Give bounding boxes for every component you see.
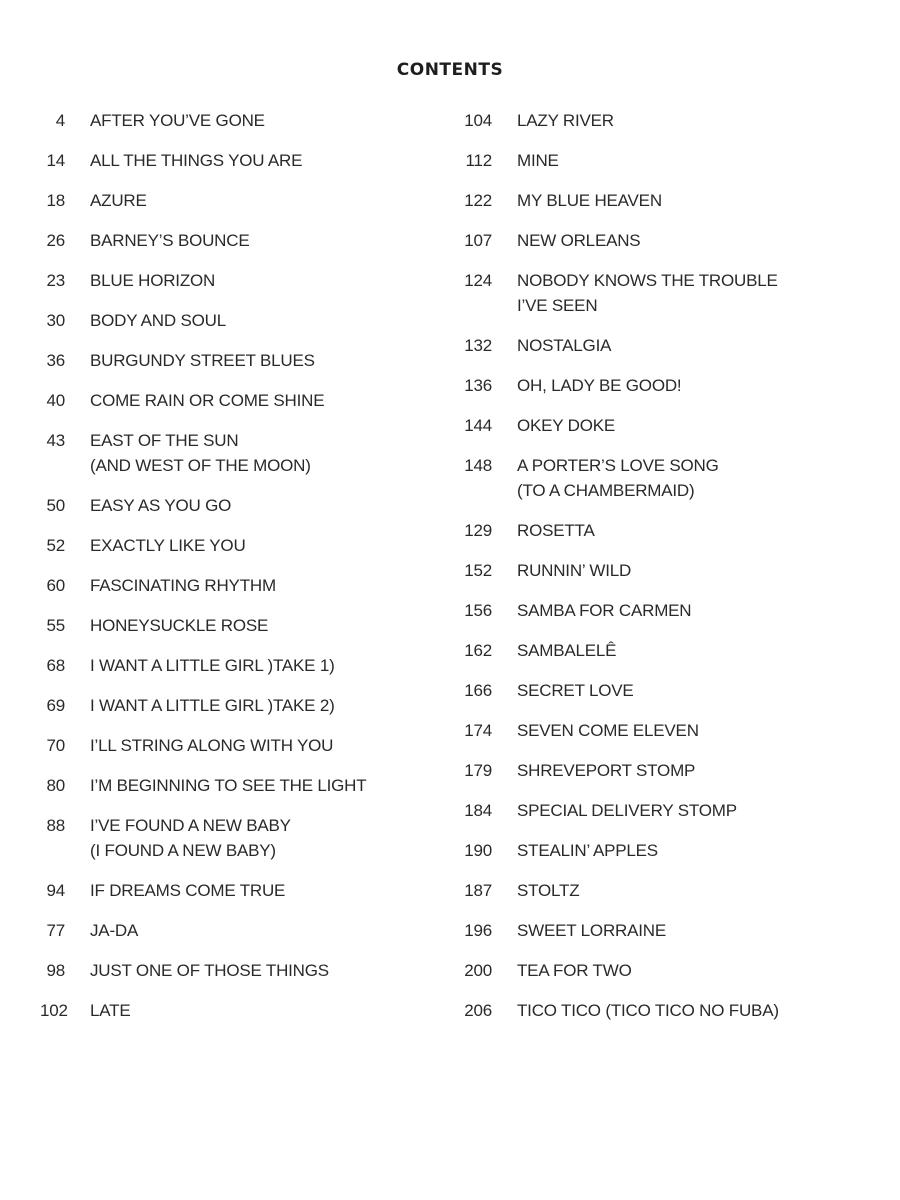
entry-page-number: 124 <box>464 271 492 290</box>
entry-page-number: 122 <box>464 191 492 210</box>
contents-entry <box>462 453 882 503</box>
entry-page-number: 94 <box>46 881 65 900</box>
entry-page-number: 200 <box>464 961 492 980</box>
entry-song-title: SWEET LORRAINE <box>517 921 666 940</box>
entry-page-number: 156 <box>464 601 492 620</box>
entry-song-title: STOLTZ <box>517 881 580 900</box>
contents-entry <box>40 573 440 598</box>
entry-song-title: I WANT A LITTLE GIRL )TAKE 1) <box>90 656 335 675</box>
contents-entry <box>40 348 440 373</box>
contents-entry <box>462 188 882 213</box>
contents-entry <box>462 918 882 943</box>
entry-page-number: 69 <box>46 696 65 715</box>
entry-song-title: NOBODY KNOWS THE TROUBLE I’VE SEEN <box>517 271 778 315</box>
entry-song-title: NEW ORLEANS <box>517 231 641 250</box>
entry-song-title: BLUE HORIZON <box>90 271 216 290</box>
entry-song-title: SHREVEPORT STOMP <box>517 761 696 780</box>
entry-song-title: SAMBALELÊ <box>517 641 617 660</box>
entry-song-title: COME RAIN OR COME SHINE <box>90 391 325 410</box>
entry-song-title: BURGUNDY STREET BLUES <box>90 351 315 370</box>
entry-page-number: 70 <box>46 736 65 755</box>
contents-entry <box>40 653 440 678</box>
contents-entry <box>40 493 440 518</box>
entry-page-number: 102 <box>40 1001 68 1020</box>
entry-song-title: ROSETTA <box>517 521 595 540</box>
entry-song-title: OKEY DOKE <box>517 416 616 435</box>
contents-entry <box>40 388 440 413</box>
entry-page-number: 4 <box>55 111 65 130</box>
contents-entry <box>40 733 440 758</box>
entry-page-number: 43 <box>46 431 65 450</box>
contents-entry <box>40 878 440 903</box>
contents-entry <box>40 813 440 863</box>
contents-entry <box>462 878 882 903</box>
contents-entry <box>462 838 882 863</box>
contents-entry <box>462 268 882 318</box>
entry-song-title: OH, LADY BE GOOD! <box>517 376 682 395</box>
entry-page-number: 14 <box>46 151 65 170</box>
entry-page-number: 104 <box>464 111 492 130</box>
entry-song-title: AZURE <box>90 191 147 210</box>
entry-page-number: 30 <box>46 311 65 330</box>
contents-entry <box>462 998 882 1023</box>
entry-page-number: 174 <box>464 721 492 740</box>
contents-entry <box>462 958 882 983</box>
entry-page-number: 80 <box>46 776 65 795</box>
entry-page-number: 36 <box>46 351 65 370</box>
entry-page-number: 60 <box>46 576 65 595</box>
contents-entry <box>462 598 882 623</box>
contents-entry <box>462 413 882 438</box>
contents-entry <box>40 428 440 478</box>
entry-song-title: HONEYSUCKLE ROSE <box>90 616 269 635</box>
entry-page-number: 107 <box>464 231 492 250</box>
contents-entry <box>462 558 882 583</box>
entry-page-number: 187 <box>464 881 492 900</box>
entry-page-number: 52 <box>46 536 65 555</box>
contents-entry <box>40 533 440 558</box>
contents-entry <box>462 108 882 133</box>
contents-entry <box>40 693 440 718</box>
contents-left-column <box>40 108 440 1038</box>
contents-entry <box>40 188 440 213</box>
entry-song-title: STEALIN’ APPLES <box>517 841 658 860</box>
contents-entry <box>40 613 440 638</box>
entry-page-number: 129 <box>464 521 492 540</box>
entry-page-number: 162 <box>464 641 492 660</box>
contents-entry <box>40 268 440 293</box>
entry-song-title: TICO TICO (TICO TICO NO FUBA) <box>517 1001 779 1020</box>
contents-entry <box>462 758 882 783</box>
entry-song-title: TEA FOR TWO <box>517 961 632 980</box>
entry-page-number: 26 <box>46 231 65 250</box>
entry-song-title: FASCINATING RHYTHM <box>90 576 276 595</box>
entry-song-title: MY BLUE HEAVEN <box>517 191 662 210</box>
entry-song-title: EASY AS YOU GO <box>90 496 232 515</box>
entry-page-number: 55 <box>46 616 65 635</box>
entry-song-title: MINE <box>517 151 559 170</box>
entry-page-number: 196 <box>464 921 492 940</box>
entry-song-title: BARNEY’S BOUNCE <box>90 231 250 250</box>
contents-entry <box>462 718 882 743</box>
entry-page-number: 132 <box>464 336 492 355</box>
entry-page-number: 98 <box>46 961 65 980</box>
contents-entry <box>40 998 440 1023</box>
entry-song-title: LATE <box>90 1001 131 1020</box>
entry-page-number: 152 <box>464 561 492 580</box>
entry-song-title: LAZY RIVER <box>517 111 614 130</box>
contents-entry <box>40 958 440 983</box>
entry-song-title: I’VE FOUND A NEW BABY (I FOUND A NEW BABY) <box>90 816 291 860</box>
entry-song-title: JUST ONE OF THOSE THINGS <box>90 961 329 980</box>
entry-song-title: SEVEN COME ELEVEN <box>517 721 699 740</box>
contents-right-column <box>462 108 882 1038</box>
entry-page-number: 50 <box>46 496 65 515</box>
contents-entry <box>462 638 882 663</box>
contents-entry <box>462 333 882 358</box>
entry-page-number: 77 <box>46 921 65 940</box>
entry-page-number: 206 <box>464 1001 492 1020</box>
entry-song-title: RUNNIN’ WILD <box>517 561 632 580</box>
entry-page-number: 190 <box>464 841 492 860</box>
entry-page-number: 112 <box>465 151 492 170</box>
entry-song-title: NOSTALGIA <box>517 336 612 355</box>
entry-page-number: 88 <box>46 816 65 835</box>
contents-entry <box>40 228 440 253</box>
contents-entry <box>462 798 882 823</box>
entry-page-number: 136 <box>464 376 492 395</box>
entry-song-title: BODY AND SOUL <box>90 311 226 330</box>
contents-entry <box>462 373 882 398</box>
contents-entry <box>40 108 440 133</box>
entry-song-title: JA-DA <box>90 921 139 940</box>
entry-page-number: 18 <box>46 191 65 210</box>
entry-song-title: IF DREAMS COME TRUE <box>90 881 286 900</box>
contents-entry <box>462 148 882 173</box>
contents-entry <box>40 148 440 173</box>
contents-entry <box>462 678 882 703</box>
entry-page-number: 23 <box>46 271 65 290</box>
entry-song-title: ALL THE THINGS YOU ARE <box>90 151 303 170</box>
page-title: CONTENTS <box>396 60 504 80</box>
entry-page-number: 40 <box>46 391 65 410</box>
entry-song-title: SAMBA FOR CARMEN <box>517 601 692 620</box>
entry-page-number: 144 <box>464 416 492 435</box>
entry-page-number: 179 <box>464 761 492 780</box>
entry-song-title: A PORTER’S LOVE SONG (TO A CHAMBERMAID) <box>517 456 719 500</box>
entry-song-title: AFTER YOU’VE GONE <box>90 111 265 130</box>
contents-entry <box>462 518 882 543</box>
entry-song-title: EAST OF THE SUN (AND WEST OF THE MOON) <box>90 431 311 475</box>
entry-song-title: I WANT A LITTLE GIRL )TAKE 2) <box>90 696 335 715</box>
entry-page-number: 148 <box>464 456 492 475</box>
entry-page-number: 68 <box>46 656 65 675</box>
entry-page-number: 166 <box>464 681 492 700</box>
entry-page-number: 184 <box>464 801 492 820</box>
entry-song-title: EXACTLY LIKE YOU <box>90 536 246 555</box>
contents-entry <box>462 228 882 253</box>
contents-entry <box>40 773 440 798</box>
contents-entry <box>40 918 440 943</box>
entry-song-title: SPECIAL DELIVERY STOMP <box>517 801 737 820</box>
entry-song-title: SECRET LOVE <box>517 681 634 700</box>
contents-entry <box>40 308 440 333</box>
entry-song-title: I’M BEGINNING TO SEE THE LIGHT <box>90 776 367 795</box>
entry-song-title: I’LL STRING ALONG WITH YOU <box>90 736 334 755</box>
